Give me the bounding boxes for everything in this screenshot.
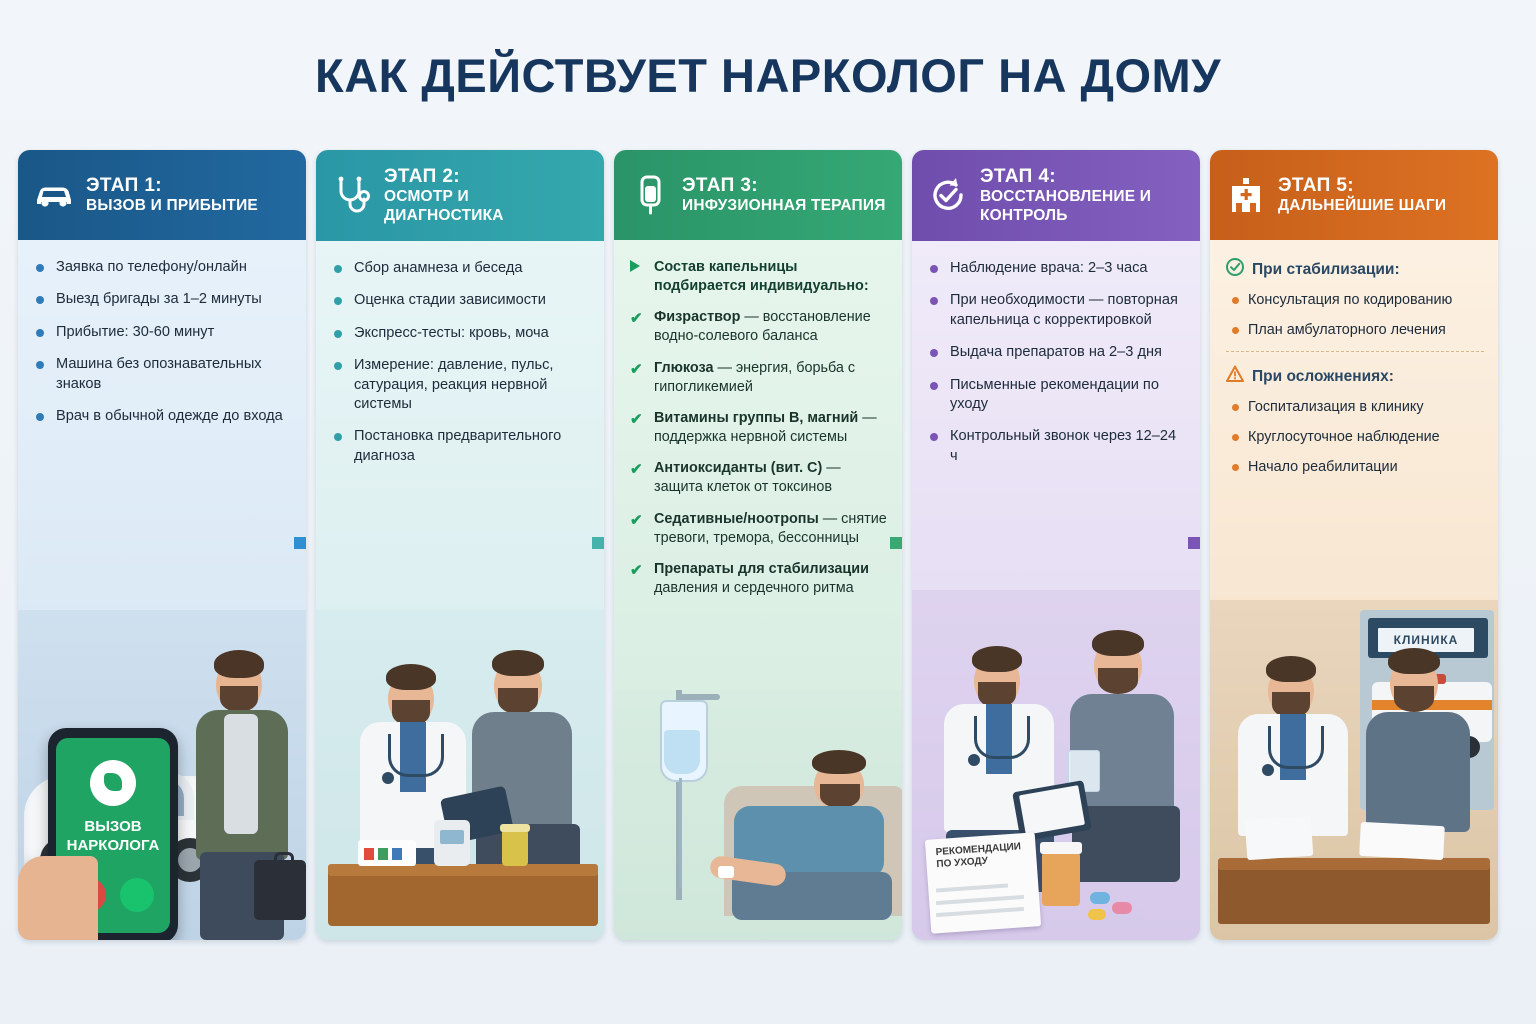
complications-section-title: При осложнениях: — [1226, 365, 1484, 388]
list-item: Врач в обычной одежде до входа — [34, 407, 292, 426]
step-4-subtitle: ВОССТАНОВЛЕНИЕ И КОНТРОЛЬ — [980, 188, 1152, 224]
list-item: ✔ Седативные/ноотропы — снятие тревоги, тремора, бессонницы — [630, 510, 887, 546]
list-item: ✔ Физраствор — восстановление водно-солевого баланса — [630, 309, 871, 345]
list-item: Контрольный звонок через 12–24 ч — [928, 427, 1186, 466]
steps-container — [18, 150, 1518, 940]
refresh-check-icon — [926, 173, 970, 217]
phone-call-label-2: НАРКОЛОГА — [66, 836, 160, 854]
step-1-list — [34, 258, 292, 426]
care-sheet-label-2: ПО УХОДУ — [936, 855, 989, 871]
care-sheet-label-1: РЕКОМЕНДАЦИИ — [935, 841, 1022, 859]
step-4-list — [928, 259, 1186, 466]
step-3-list — [630, 258, 888, 598]
list-item: Выдача препаратов на 2–3 дня — [928, 343, 1186, 362]
stabilization-section-title: При стабилизации: — [1226, 258, 1484, 281]
page-title: КАК ДЕЙСТВУЕТ НАРКОЛОГ НА ДОМУ — [315, 49, 1221, 102]
warning-triangle-icon — [1226, 365, 1244, 388]
arrow-2-to-3 — [592, 530, 604, 556]
step-1-illustration — [18, 610, 306, 940]
step-card-2 — [316, 150, 604, 940]
step-card-1 — [18, 150, 306, 940]
list-item: Машина без опознавательных знаков — [34, 355, 292, 394]
iv-drip-icon — [628, 173, 672, 217]
step-card-4 — [912, 150, 1200, 940]
step-2-list — [332, 259, 590, 466]
step-3-illustration — [614, 690, 902, 940]
step-5-subtitle: ДАЛЬНЕЙШИЕ ШАГИ — [1278, 197, 1447, 215]
list-item: Оценка стадии зависимости — [332, 291, 590, 310]
list-item: ✔ Витамины группы В, магний — поддержка нервной системы — [630, 409, 877, 446]
step-3-number: ЭТАП 3: — [682, 174, 759, 196]
list-item: ✔ Глюкоза — энергия, борьба с гипогликемией — [630, 359, 856, 395]
list-item: Наблюдение врача: 2–3 часа — [928, 259, 1186, 278]
stethoscope-icon — [330, 173, 374, 217]
step-card-5 — [1210, 150, 1498, 940]
check-circle-icon — [1226, 258, 1244, 281]
car-icon — [32, 173, 76, 217]
complications-list — [1230, 398, 1484, 476]
list-item: Начало реабилитации — [1230, 458, 1484, 477]
step-1-header — [18, 150, 306, 240]
step-2-header — [316, 150, 604, 241]
arrow-4-to-5 — [1188, 530, 1200, 556]
list-item: ✔ Антиоксиданты (вит. С) — защита клеток от токсинов — [630, 460, 841, 496]
step-5-illustration — [1210, 600, 1498, 940]
step-5-header — [1210, 150, 1498, 240]
list-item-lead: Состав капельницы подбирается индивидуально: — [630, 258, 888, 296]
step-1-subtitle: ВЫЗОВ И ПРИБЫТИЕ — [86, 197, 258, 215]
step-3-header — [614, 150, 902, 240]
step-card-3 — [614, 150, 902, 940]
list-item: Письменные рекомендации по уходу — [928, 376, 1186, 415]
step-3-subtitle: ИНФУЗИОННАЯ ТЕРАПИЯ — [682, 197, 886, 215]
clinic-sign-label: КЛИНИКА — [1393, 633, 1459, 647]
step-4-illustration — [912, 590, 1200, 940]
hospital-icon — [1224, 173, 1268, 217]
section-divider — [1226, 351, 1484, 352]
step-2-subtitle: ОСМОТР И ДИАГНОСТИКА — [384, 188, 504, 224]
list-item: Измерение: давление, пульс, сатурация, реакция нервной системы — [332, 356, 590, 414]
step-2-illustration — [316, 610, 604, 940]
list-item: Круглосуточное наблюдение — [1230, 428, 1484, 447]
list-item: Выезд бригады за 1–2 минуты — [34, 290, 292, 309]
step-4-header — [912, 150, 1200, 241]
list-item: Прибытие: 30-60 минут — [34, 323, 292, 342]
list-item: Госпитализация в клинику — [1230, 398, 1484, 417]
arrow-3-to-4 — [890, 530, 902, 556]
list-item: Заявка по телефону/онлайн — [34, 258, 292, 277]
list-item: При необходимости — повторная капельница с корректировкой — [928, 291, 1186, 330]
list-item: Консультация по кодированию — [1230, 291, 1484, 310]
phone-call-label-1: ВЫЗОВ — [84, 818, 142, 835]
step-4-number: ЭТАП 4: — [980, 166, 1057, 187]
list-item: Постановка предварительного диагноза — [332, 427, 590, 466]
step-2-number: ЭТАП 2: — [384, 166, 461, 187]
list-item: План амбулаторного лечения — [1230, 321, 1484, 340]
arrow-1-to-2 — [294, 530, 306, 556]
step-1-number: ЭТАП 1: — [86, 174, 163, 196]
list-item: ✔ Препараты для стабилизации давления и сердечного ритма — [630, 560, 869, 597]
list-item: Экспресс-тесты: кровь, моча — [332, 324, 590, 343]
list-item: Сбор анамнеза и беседа — [332, 259, 590, 278]
stabilization-list — [1230, 291, 1484, 339]
step-5-number: ЭТАП 5: — [1278, 174, 1355, 196]
